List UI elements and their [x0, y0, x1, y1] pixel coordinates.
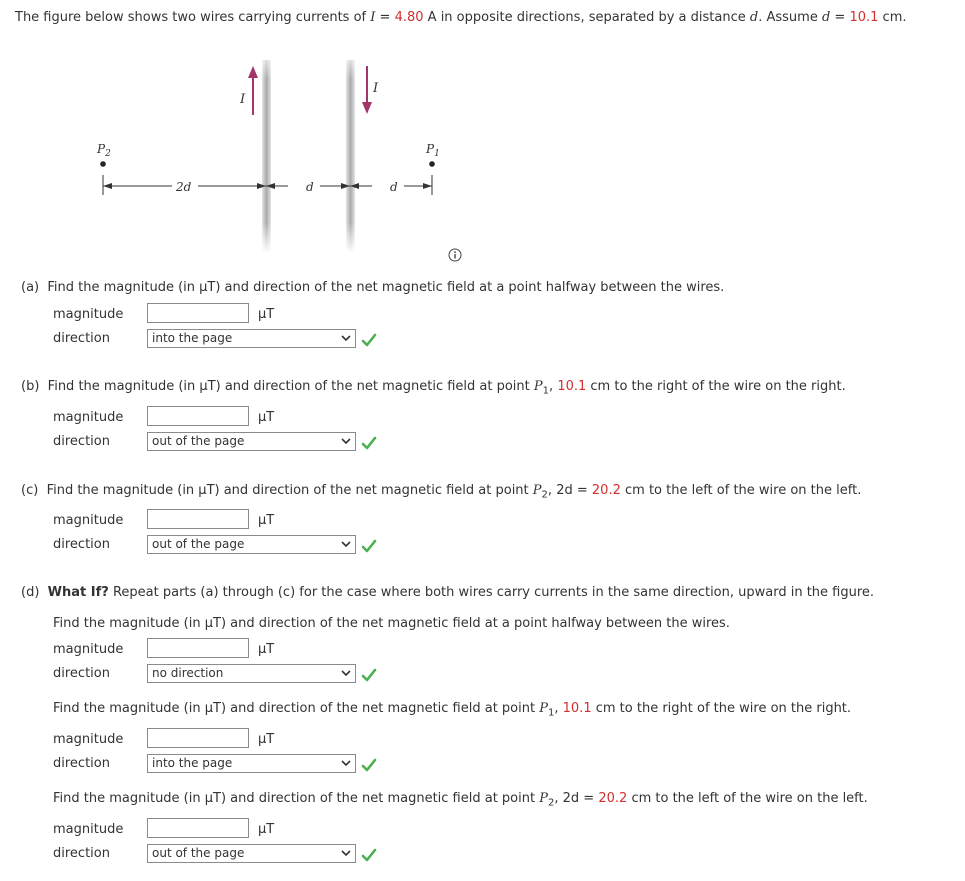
part-d2-direction-select[interactable]: into the page — [147, 754, 356, 773]
check-icon — [361, 333, 377, 347]
part-d2-magnitude-label: magnitude — [53, 732, 124, 747]
dim-2d: 2d — [176, 180, 192, 194]
wires-figure — [80, 60, 480, 260]
current-value: 4.80 — [394, 10, 424, 25]
current-down-arrow-icon — [362, 66, 372, 114]
check-icon — [361, 539, 377, 553]
point-P2 — [100, 161, 106, 167]
part-d2-unit: μT — [258, 732, 275, 747]
check-icon — [361, 758, 377, 772]
part-c-magnitude-label: magnitude — [53, 513, 124, 528]
part-d2-question: Find the magnitude (in μT) and direction of the net magnetic field at point $P_1$, 10.1 cm to the right of the wire on the right. — [53, 701, 852, 719]
part-a-unit: μT — [258, 307, 275, 322]
dim-d-1: d — [306, 180, 314, 194]
check-icon — [361, 436, 377, 450]
part-d1-direction-select[interactable]: no direction — [147, 664, 356, 683]
current-up-arrow-icon — [248, 66, 258, 115]
part-a-question: (a) Find the magnitude (in μT) and direction of the net magnetic field at a point halfway between the wires. — [21, 280, 725, 295]
part-a-direction-label: direction — [53, 331, 110, 346]
part-b-unit: μT — [258, 410, 275, 425]
part-d2-direction-label: direction — [53, 756, 110, 771]
distance-value: 10.1 — [849, 10, 879, 25]
chevron-down-icon — [341, 437, 351, 445]
check-icon — [361, 848, 377, 862]
part-d1-magnitude-label: magnitude — [53, 642, 124, 657]
part-a-direction-select[interactable]: into the page — [147, 329, 356, 348]
info-icon[interactable] — [448, 248, 462, 262]
part-d-question: (d) What If? Repeat parts (a) through (c) for the case where both wires carry currents in the same direction, upward in the figure. — [21, 585, 875, 600]
part-b-direction-label: direction — [53, 434, 110, 449]
label-P2: $P_2$ — [97, 142, 111, 159]
chevron-down-icon — [341, 849, 351, 857]
part-c-direction-select[interactable]: out of the page — [147, 535, 356, 554]
chevron-down-icon — [341, 540, 351, 548]
part-d1-direction-label: direction — [53, 666, 110, 681]
check-icon — [361, 668, 377, 682]
part-d1-unit: μT — [258, 642, 275, 657]
chevron-down-icon — [341, 669, 351, 677]
part-b-magnitude-input[interactable] — [147, 406, 249, 426]
part-d1-magnitude-input[interactable] — [147, 638, 249, 658]
part-d3-direction-label: direction — [53, 846, 110, 861]
part-b-question: (b) Find the magnitude (in μT) and direction of the net magnetic field at point $P_1$, 10.1 cm to the right of the wire on the right. — [21, 379, 846, 397]
part-a-magnitude-label: magnitude — [53, 307, 124, 322]
part-d3-magnitude-input[interactable] — [147, 818, 249, 838]
point-P1 — [429, 161, 435, 167]
part-d2-magnitude-input[interactable] — [147, 728, 249, 748]
chevron-down-icon — [341, 334, 351, 342]
part-b-direction-select[interactable]: out of the page — [147, 432, 356, 451]
part-c-unit: μT — [258, 513, 275, 528]
part-c-direction-label: direction — [53, 537, 110, 552]
intro-text: The figure below shows two wires carrying currents of I = 4.80 A in opposite directions, separated by a distance d. Assume d = 10.1 cm. — [15, 10, 907, 25]
label-I-right: I — [373, 81, 379, 96]
part-a-magnitude-input[interactable] — [147, 303, 249, 323]
label-P1: $P_1$ — [426, 142, 440, 159]
part-c-question: (c) Find the magnitude (in μT) and direction of the net magnetic field at point $P_2$, 2d = 20.2 cm to the left of the wire on the left. — [21, 483, 862, 501]
dim-d-2: d — [390, 180, 398, 194]
part-b-magnitude-label: magnitude — [53, 410, 124, 425]
part-d3-direction-select[interactable]: out of the page — [147, 844, 356, 863]
part-c-magnitude-input[interactable] — [147, 509, 249, 529]
label-I-left: I — [240, 92, 246, 107]
part-d3-question: Find the magnitude (in μT) and direction of the net magnetic field at point $P_2$, 2d = 20.2 cm to the left of the wire on the left. — [53, 791, 868, 809]
part-d1-question: Find the magnitude (in μT) and direction of the net magnetic field at a point halfway between the wires. — [53, 616, 730, 631]
chevron-down-icon — [341, 759, 351, 767]
part-d3-magnitude-label: magnitude — [53, 822, 124, 837]
part-d3-unit: μT — [258, 822, 275, 837]
